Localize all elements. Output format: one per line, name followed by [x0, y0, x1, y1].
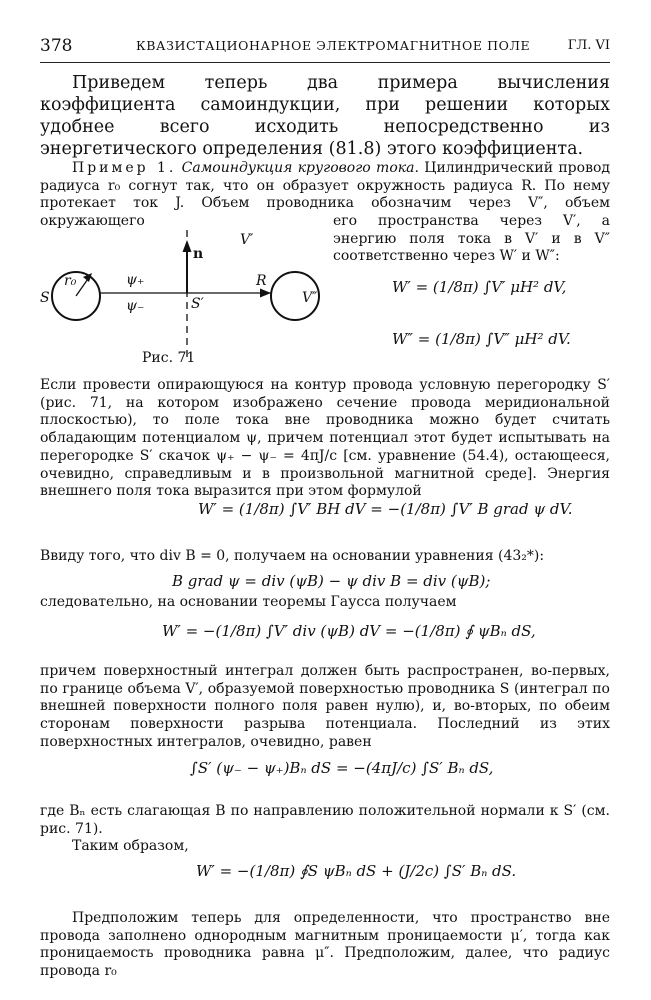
paragraph-7: Предположим теперь для определенности, что пространство вне провода заполнено однородным магнитным проницаемости μ′, тогда как проницаемость проводника равна μ″. Предположим, далее, что радиус провода r₀	[40, 910, 610, 980]
psi-minus-label: ψ₋	[126, 298, 145, 314]
running-title: КВАЗИСТАЦИОНАРНОЕ ЭЛЕКТРОМАГНИТНОЕ ПОЛЕ	[136, 38, 531, 53]
paragraph-1: Если провести опирающуюся на контур провода условную перегородку S′ (рис. 71, на котором изображено сечение провода меридиональной плоскостью), то поле тока вне проводника можно будет считать обладающим потенциалом ψ, причем потенциал этот будет испытывать на перегородке S′ скачок ψ₊ − ψ₋ = 4πJ/c [см. уравнение (54.4), остающееся, очевидно, справедливым и в произвольной магнитной среде]. Энергия внешнего поля тока выразится при этом формулой	[40, 377, 610, 500]
paragraph-5: где Bₙ есть слагающая B по направлению положительной нормали к S′ (см. рис. 71).	[40, 803, 610, 837]
example-text-1: Цилиндрический провод радиуса r₀ согнут так, что он образует окружность радиуса R. По нему протекает ток J. Объем проводника обозначим через V″, объем окружающего	[40, 160, 611, 230]
page-header	[40, 36, 610, 58]
v-prime-label: V′	[240, 232, 254, 248]
equation-final: W′ = −(1/8π) ∮S ψBₙ dS + (J/2c) ∫S′ Bₙ dS.	[196, 862, 517, 880]
equation-w-prime-def: W′ = (1/8π) ∫V′ μH² dV,	[392, 278, 567, 296]
paragraph-6: Таким образом,	[72, 838, 189, 854]
figure-71	[38, 220, 328, 370]
r-label: R	[256, 273, 267, 289]
equation-div-identity: B grad ψ = div (ψB) − ψ div B = div (ψB);	[172, 572, 491, 590]
figure-caption: Рис. 71	[142, 350, 196, 366]
paragraph-3: следовательно, на основании теоремы Гаусса получаем	[40, 594, 457, 610]
v-double-prime-label: V″	[302, 290, 318, 306]
header-rule	[40, 62, 610, 63]
psi-plus-label: ψ₊	[126, 272, 145, 288]
r0-label: r₀	[64, 273, 77, 289]
intro-paragraph: Приведем теперь два примера вычисления коэффициента самоиндукции, при решении которых удобнее всего исходить непосредственно из энергетического определения (81.8) этого коэффициента.	[40, 73, 610, 159]
equation-gauss: W′ = −(1/8π) ∫V′ div (ψB) dV = −(1/8π) ∮ ψBₙ dS,	[162, 622, 536, 640]
equation-w-double-prime-def: W″ = (1/8π) ∫V″ μH² dV.	[392, 330, 571, 348]
normal-n-label: n	[193, 246, 204, 262]
equation-w-prime-bh: W′ = (1/8π) ∫V′ BH dV = −(1/8π) ∫V′ B grad ψ dV.	[198, 500, 573, 518]
page-number: 378	[40, 36, 73, 56]
figure-71-drawing	[38, 220, 328, 370]
example-text-2: его пространства через V′, а энергию поля тока в V′ и в V″ соответственно через W′ и W″:	[333, 213, 610, 265]
equation-jump: ∫S′ (ψ₋ − ψ₊)Bₙ dS = −(4πJ/c) ∫S′ Bₙ dS,	[190, 759, 494, 777]
s-prime-label: S′	[191, 296, 204, 312]
chapter-label: ГЛ. VI	[567, 38, 610, 53]
paragraph-2: Ввиду того, что div B = 0, получаем на основании уравнения (43₂*):	[40, 548, 545, 564]
s-label: S	[40, 290, 50, 306]
paragraph-4: причем поверхностный интеграл должен быть распространен, во-первых, по границе объема V′, образуемой поверхностью проводника S (интеграл по внешней поверхности полного поля равен нулю), и, во-вторых, по обеим сторонам поверхности разрыва потенциала. Последний из этих поверхностных интегралов, очевидно, равен	[40, 663, 610, 750]
normal-arrow-head	[183, 240, 192, 252]
example-label: Пример 1.	[72, 160, 177, 176]
example-title: Самоиндукция кругового тока.	[181, 160, 419, 176]
radius-arrow-head	[260, 289, 271, 298]
